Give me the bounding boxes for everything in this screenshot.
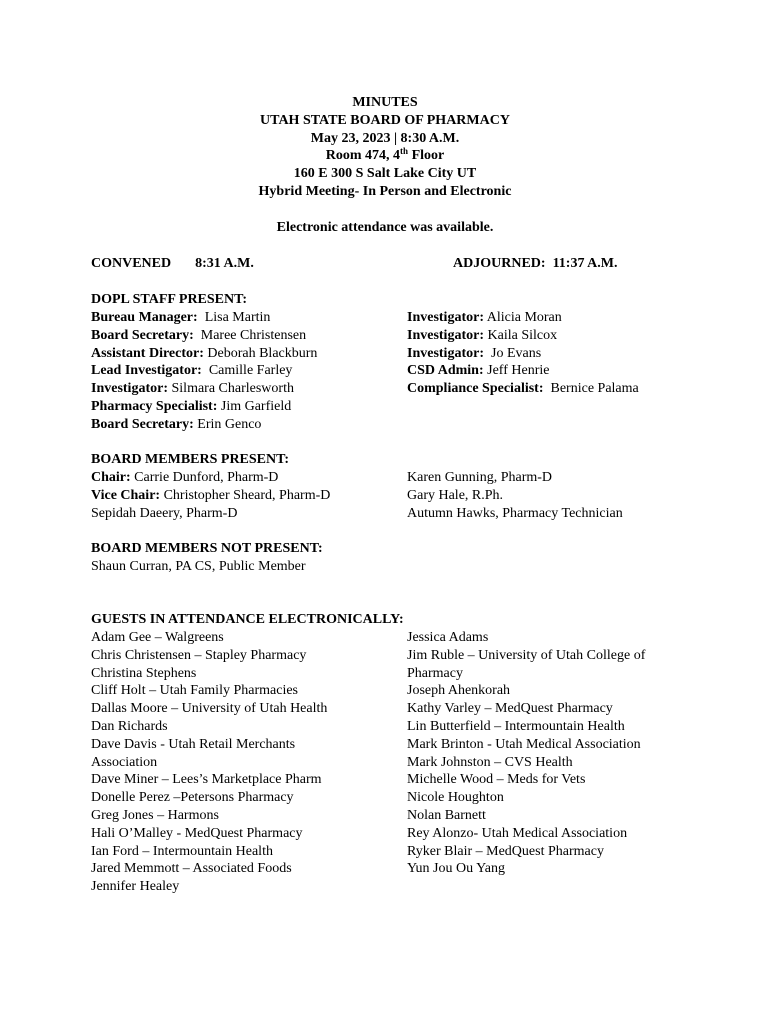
convened-label: CONVENED: [91, 256, 172, 271]
staff-entry: Investigator: Silmara Charlesworth: [91, 381, 294, 397]
guest-entry: Joseph Ahenkorah: [407, 683, 511, 699]
room-suffix: Floor: [408, 148, 445, 164]
convened-time: 8:31 A.M.: [195, 256, 254, 271]
board-not-present-list: [91, 558, 306, 576]
meeting-address: 160 E 300 S Salt Lake City UT: [293, 166, 477, 182]
guest-entry: Rey Alonzo- Utah Medical Association: [407, 825, 628, 841]
guest-entry: Kathy Varley – MedQuest Pharmacy: [407, 701, 613, 717]
guest-entry: Dave Miner – Lees’s Marketplace Pharm: [91, 772, 322, 788]
minutes-header: [0, 94, 770, 237]
guest-entry: Yun Jou Ou Yang: [407, 861, 506, 877]
guest-entry: Dave Davis - Utah Retail Merchants: [91, 736, 296, 752]
guest-entry: Chris Christensen – Stapley Pharmacy: [91, 647, 307, 663]
guest-entry: Association: [91, 754, 158, 770]
board-present-heading: BOARD MEMBERS PRESENT:: [91, 452, 290, 467]
board-member-entry: Karen Gunning, Pharm-D: [407, 470, 553, 485]
board-not-present-heading: BOARD MEMBERS NOT PRESENT:: [91, 541, 323, 556]
staff-entry: Bureau Manager: Lisa Martin: [91, 310, 271, 325]
staff-entry: CSD Admin: Jeff Henrie: [407, 363, 550, 379]
board-present-right-list: [407, 469, 623, 522]
guest-entry: Jim Ruble – University of Utah College of: [407, 647, 646, 663]
board-member-entry: Sepidah Daeery, Pharm-D: [91, 505, 238, 521]
board-present-left-list: [91, 469, 330, 522]
guest-entry: Jessica Adams: [407, 630, 489, 645]
guests-left-list: [91, 629, 327, 896]
staff-entry: Assistant Director: Deborah Blackburn: [91, 345, 318, 361]
guest-entry: Cliff Holt – Utah Family Pharmacies: [91, 683, 298, 699]
guest-entry: Dallas Moore – University of Utah Health: [91, 701, 328, 717]
board-member-entry: Vice Chair: Christopher Sheard, Pharm-D: [91, 487, 331, 503]
board-member-entry: Shaun Curran, PA CS, Public Member: [91, 559, 306, 574]
guest-entry: Jared Memmott – Associated Foods: [91, 861, 292, 877]
adjourned-label: ADJOURNED:: [453, 256, 546, 271]
guest-entry: Michelle Wood – Meds for Vets: [407, 772, 586, 788]
convened-line: [91, 255, 254, 273]
meeting-type: Hybrid Meeting- In Person and Electronic: [258, 183, 512, 199]
meeting-room: [0, 147, 770, 165]
guest-entry: Jennifer Healey: [91, 879, 180, 895]
guest-entry: Pharmacy: [407, 665, 463, 681]
adjourned-line: [453, 255, 618, 273]
guest-entry: Nolan Barnett: [407, 807, 486, 823]
staff-entry: Pharmacy Specialist: Jim Garfield: [91, 398, 292, 414]
staff-entry: Board Secretary: Erin Genco: [91, 416, 262, 432]
guest-entry: Ryker Blair – MedQuest Pharmacy: [407, 843, 604, 859]
guests-right-list: [407, 629, 645, 878]
guest-entry: Dan Richards: [91, 718, 168, 734]
electronic-attendance-note: Electronic attendance was available.: [276, 219, 494, 235]
guest-entry: Christina Stephens: [91, 665, 197, 681]
guest-entry: Ian Ford – Intermountain Health: [91, 843, 273, 859]
guest-entry: Nicole Houghton: [407, 790, 504, 806]
guest-entry: Hali O’Malley - MedQuest Pharmacy: [91, 825, 303, 841]
board-member-entry: Chair: Carrie Dunford, Pharm-D: [91, 470, 279, 485]
board-member-entry: Gary Hale, R.Ph.: [407, 487, 504, 503]
board-name: UTAH STATE BOARD OF PHARMACY: [260, 112, 510, 128]
document-title: MINUTES: [352, 95, 418, 110]
staff-entry: Investigator: Jo Evans: [407, 345, 542, 361]
staff-entry: Investigator: Alicia Moran: [407, 310, 562, 325]
guest-entry: Donelle Perez –Petersons Pharmacy: [91, 790, 294, 806]
room-floor-suffix: th: [400, 146, 409, 157]
guest-entry: Lin Butterfield – Intermountain Health: [407, 718, 625, 734]
guest-entry: Mark Johnston – CVS Health: [407, 754, 573, 770]
dopl-staff-heading: DOPL STAFF PRESENT:: [91, 292, 248, 307]
staff-entry: Compliance Specialist: Bernice Palama: [407, 381, 639, 397]
meeting-date-time: May 23, 2023 | 8:30 A.M.: [310, 130, 460, 146]
guest-entry: Mark Brinton - Utah Medical Association: [407, 736, 641, 752]
guest-entry: Greg Jones – Harmons: [91, 807, 219, 823]
guest-entry: Adam Gee – Walgreens: [91, 630, 224, 645]
staff-entry: Board Secretary: Maree Christensen: [91, 327, 307, 343]
board-member-entry: Autumn Hawks, Pharmacy Technician: [407, 505, 623, 521]
staff-entry: Lead Investigator: Camille Farley: [91, 363, 293, 379]
dopl-staff-left-list: [91, 309, 317, 434]
guests-heading: GUESTS IN ATTENDANCE ELECTRONICALLY:: [91, 612, 404, 627]
room-prefix: Room 474, 4: [325, 148, 401, 164]
adjourned-time: 11:37 A.M.: [552, 256, 618, 271]
staff-entry: Investigator: Kaila Silcox: [407, 327, 558, 343]
dopl-staff-right-list: [407, 309, 639, 398]
